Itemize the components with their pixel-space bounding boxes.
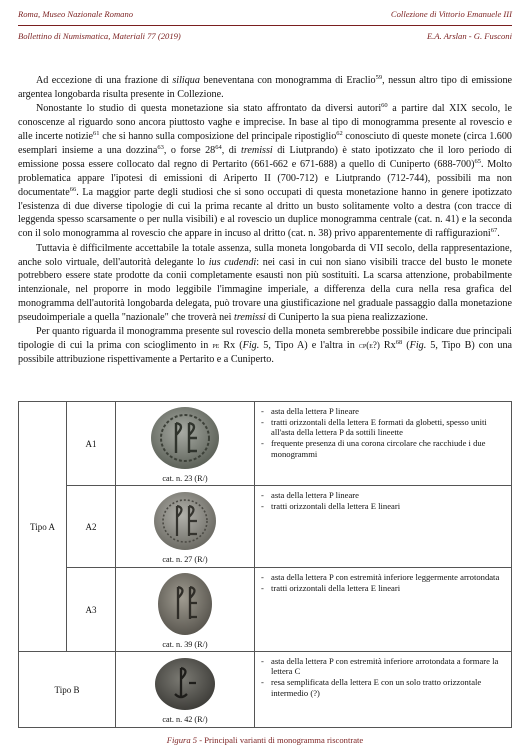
list-item: - tratti orizzontali della lettera E lineari (261, 583, 507, 593)
list-item: - asta della lettera P lineare (261, 406, 507, 416)
list-item: - frequente presenza di una corona circolare che racchiude i due monogrammi (261, 438, 507, 459)
type-label: Tipo A (19, 402, 67, 652)
footnote-ref[interactable]: 59 (375, 74, 383, 81)
paragraph-3: Tuttavia è difficilmente accettabile la totale assenza, sulla moneta longobarda di VII secolo, della rappresentazione, anche solo virtuale, dell'autorità delegante lo ius cudendi: nei casi in cui non siano visibili tracce del busto le monete potrebbero essere state prodotte da conii completamente esausti non più sostituiti. La scarsa attenzione, probabilmente intenzionale, nel proporre in modo leggibile l'immagine imperiale, a differenza della cura nella resa grafica del monogramma dell'autorità longobarda delegata, può trovare una giustificazione nel graduale passaggio dalla monetazione pseudoimperiale a quella "nazionale" che troverà nei tremissi di Cuniperto la sua piena realizzazione. (18, 242, 512, 324)
footnote-ref[interactable]: 61 (93, 130, 100, 138)
catalogue-number: cat. n. 23 (R/) (162, 473, 208, 483)
figure-caption: Figura 5 - Principali varianti di monogramma riscontrate (166, 735, 364, 745)
header-journal: Bollettino di Numismatica, Materiali 77 (2019) (18, 31, 181, 41)
article-body (18, 74, 512, 368)
footnote-ref[interactable]: 62 (336, 130, 343, 138)
variant-label: A3 (67, 568, 116, 652)
variant-label: A1 (67, 402, 116, 486)
header-collection: Collezione di Vittorio Emanuele III (390, 9, 512, 19)
notes-cell (255, 652, 512, 728)
header-rule (18, 25, 512, 26)
paragraph-2: Nonostante lo studio di questa monetazione sia stato affrontato da diversi autori$^{60}$ a partire dal XIX secolo, le conoscenze al riguardo sono ancora piuttosto vaghe e imprecise. In base al tipo di monogramma presente al rovescio e alle incerte notizie$^{61}$ che si hanno sulla composizione del principale ripostiglio$^{62}$ conosciuto di queste monete (circa 1.600 esemplari insieme a una dozzina$^{63}$, o forse $28^{64}$, di tremissi di Liutprando) è stato ipotizzato che il loro periodo di emissione possa essere collocato dal regno di Pertarito (661-662 e 671-688) a quello di Cuniperto $(688-700)^{65}$. Molto problematica appare l'ipotesi di emissioni di Ariperto II (700-712) e Liutprando (712-744), possibili ma non documentate$^{66}$. La maggior parte degli studiosi che si sono occupati di questa monetazione hanno in genere ipotizzato l'esistenza di due diverse tipologie di cui la prima recante al dritto un busto solitamente volto a destra (con tracce di leggenda spesso scarsamente o per nulla visibili) e al rovescio un duplice monogramma centrale (cat. n. 41) e la seconda con il solo monogramma al rovescio che appare in incuso al dritto (cat. n. 38) privo apparentemente di raffigurazioni$^{67}$. (18, 102, 512, 240)
footnote-ref[interactable]: 60 (381, 102, 388, 110)
coin-cell (116, 568, 255, 652)
variant-label: A2 (67, 486, 116, 568)
coin-cell (116, 402, 255, 486)
notes-cell (255, 568, 512, 652)
notes-cell (255, 486, 512, 568)
footnote-ref[interactable]: 64 (215, 143, 222, 151)
paragraph-4: Per quanto riguarda il monogramma presente sul rovescio della moneta sembrerebbe possibile indicare due principali tipologie di cui la prima con scioglimento in pe Rx (Fig. 5, Tipo A) e l'altra in cp(e?) Rx$^{68}$ (Fig. 5, Tipo B) con una possibile attribuzione rispettivamente a Pertarito e a Cuniperto. (18, 326, 513, 366)
catalogue-number: cat. n. 27 (R/) (162, 554, 208, 564)
table-row (19, 568, 512, 652)
coin-image (149, 405, 221, 471)
coin-cell (116, 486, 255, 568)
list-item: - tratti orizzontali della lettera E formati da globetti, spesso uniti all'asta della lettera P da sottili lineette (261, 417, 507, 438)
coin-cell (116, 652, 255, 728)
footnote-ref[interactable]: 66 (69, 185, 77, 193)
catalogue-number: cat. n. 39 (R/) (162, 639, 208, 649)
table-row (19, 402, 512, 486)
coin-image (152, 571, 218, 637)
footnote-ref[interactable]: 65 (474, 157, 481, 165)
footnote-ref[interactable]: 63 (157, 143, 164, 151)
catalogue-number: cat. n. 42 (R/) (162, 714, 208, 724)
paragraph-1: Ad eccezione di una frazione di siliqua beneventana con monogramma di Eraclio$^{59}$, nessun altro tipo di emissione argentea longobarda risulta presente in Collezione. (18, 74, 513, 100)
table-row (19, 652, 512, 728)
list-item: - tratti orizzontali della lettera E lineari (261, 501, 507, 511)
type-label: Tipo B (19, 652, 116, 728)
table-row (19, 486, 512, 568)
notes-cell (255, 402, 512, 486)
header-location: Roma, Museo Nazionale Romano (18, 9, 134, 19)
footnote-ref[interactable]: 68 (395, 339, 403, 347)
coin-image (149, 490, 221, 552)
coin-image (151, 656, 219, 712)
list-item: - resa semplificata della lettera E con un solo tratto orizzontale intermedio (?) (261, 677, 507, 698)
list-item: - asta della lettera P lineare (261, 490, 507, 500)
footnote-ref[interactable]: 67 (490, 227, 498, 235)
list-item: - asta della lettera P con estremità inferiore arrotondata a formare la lettera C (261, 656, 507, 677)
list-item: - asta della lettera P con estremità inferiore leggermente arrotondata (261, 572, 507, 582)
header-authors: E.A. Arslan - G. Fusconi (426, 31, 512, 41)
figure-table (18, 401, 512, 728)
